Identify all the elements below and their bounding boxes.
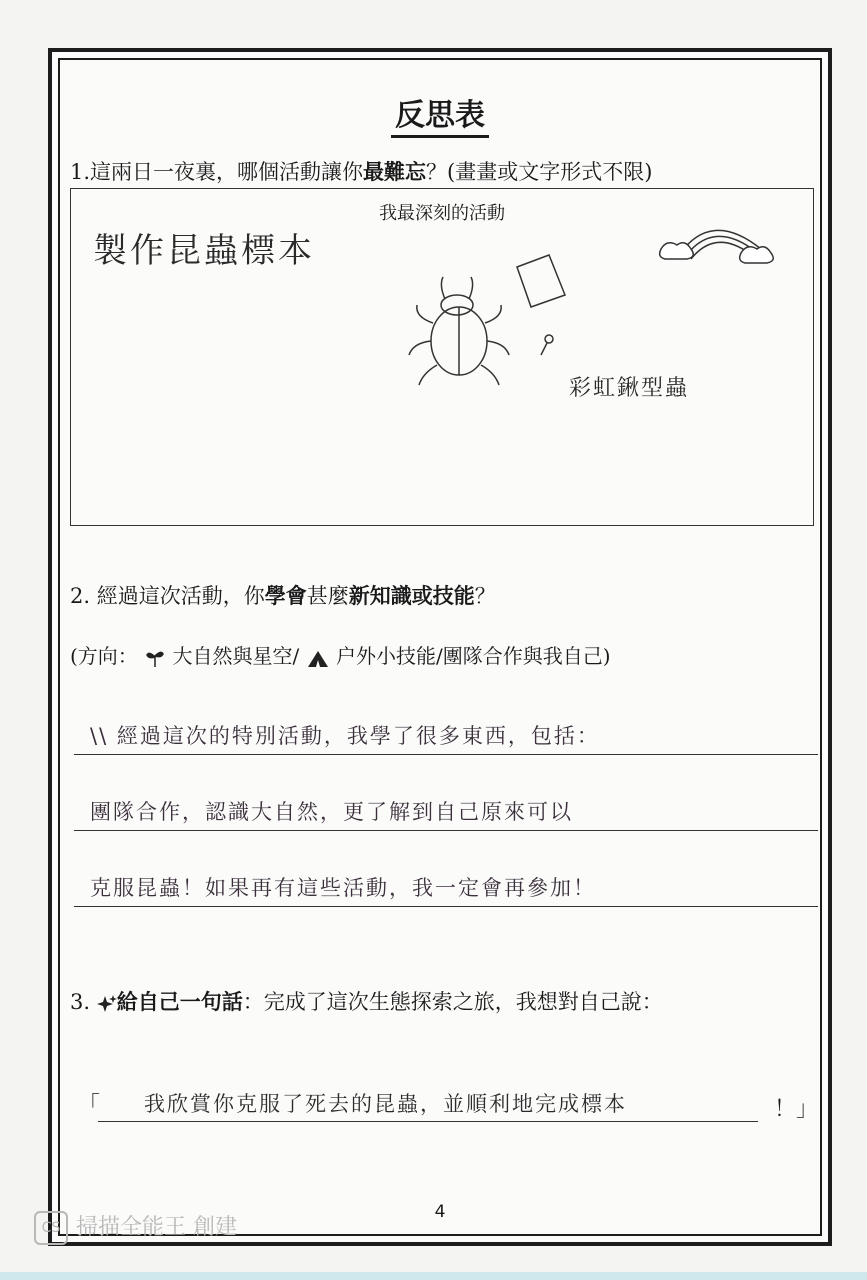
question-2: 2. 經過這次活動，你學會甚麼新知識或技能？: [70, 583, 496, 608]
question-3: 3. 給自己一句話：完成了這次生態探索之旅，我想對自己說：: [70, 989, 663, 1014]
message-underline: [98, 1121, 758, 1122]
scanner-watermark: CS 掃描全能王 創建: [34, 1210, 237, 1245]
worksheet-page: [48, 48, 832, 1246]
beetle-drawing: [71, 189, 815, 527]
camscanner-icon: CS: [34, 1211, 68, 1245]
question-1: 1.這兩日一夜裏，哪個活動讓你最難忘？(畫畫或文字形式不限): [70, 159, 653, 184]
rainbow-icon: [660, 230, 774, 263]
answer-line-2: 團隊合作，認識大自然，更了解到自己原來可以: [74, 790, 818, 831]
pin-icon: [541, 335, 553, 355]
drawing-box: [70, 188, 814, 526]
scan-edge: [0, 1272, 867, 1280]
handwritten-beetle-label: 彩虹鍬型蟲: [569, 376, 690, 401]
box-caption: 我最深刻的活動: [379, 203, 505, 224]
paper-icon: [517, 255, 565, 307]
direction-hint: (方向： 大自然與星空/ 户外小技能/團隊合作與我自己): [70, 644, 611, 668]
inner-border: [58, 58, 822, 1236]
campsite-icon: [306, 647, 330, 669]
beetle-icon: [409, 277, 509, 385]
answer-line-1: \\ 經過這次的特別活動，我學了很多東西，包括：: [74, 714, 818, 755]
page-number: 4: [434, 1202, 446, 1222]
page-title: 反思表: [60, 90, 820, 134]
sprout-icon: [144, 647, 166, 669]
answer-line-3: 克服昆蟲！如果再有這些活動，我一定會再參加！: [74, 866, 818, 907]
handwritten-activity: 製作昆蟲標本: [93, 231, 315, 271]
sparkle-icon: [97, 994, 117, 1014]
self-message: 「 我欣賞你克服了死去的昆蟲，並順利地完成標本 ！」: [74, 1078, 818, 1122]
handwritten-message: 我欣賞你克服了死去的昆蟲，並順利地完成標本: [144, 1092, 627, 1116]
